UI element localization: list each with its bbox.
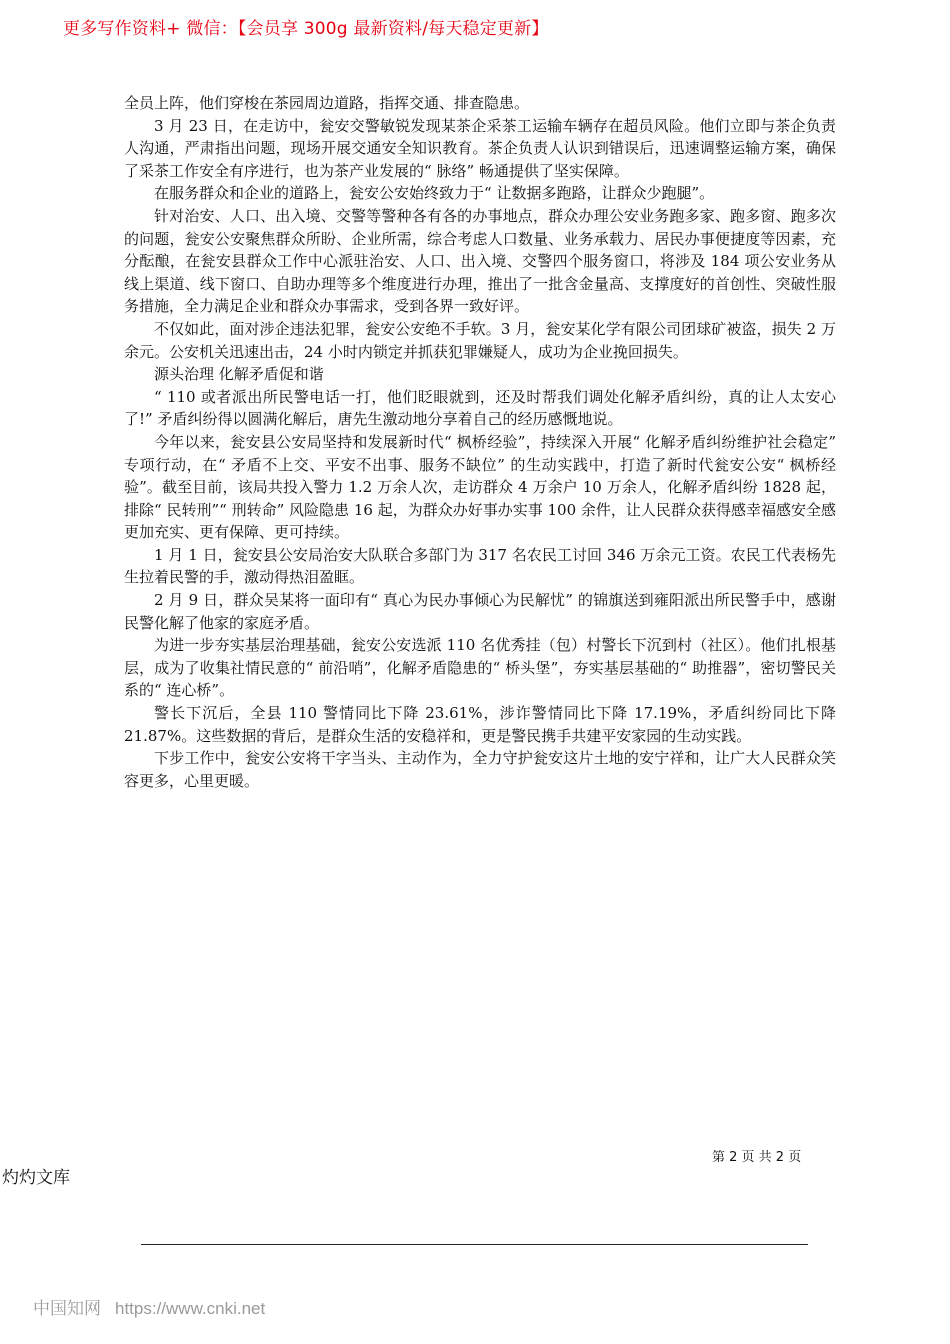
paragraph: 全员上阵，他们穿梭在茶园周边道路，指挥交通、排查隐患。 [124,94,530,112]
promo-banner: 更多写作资料+ 微信：【会员享 300g 最新资料/每天稳定更新】 [63,19,549,39]
cnki-watermark [33,1294,265,1319]
paragraph: 为进一步夯实基层治理基础，瓮安公安选派 110 名优秀挂（包）村警长下沉到村（社区）。他们扎根基层，成为了收集社情民意的“ 前沿哨”，化解矛盾隐患的“ 桥头堡”，夯实基层基础的“ 助推器”，密切警民关系的“ 连心桥”。 [124,636,836,700]
library-name: 灼灼文库 [2,1168,70,1188]
paragraph: 今年以来，瓮安县公安局坚持和发展新时代“ 枫桥经验”，持续深入开展“ 化解矛盾纠纷维护社会稳定” 专项行动，在“ 矛盾不上交、平安不出事、服务不缺位” 的生动实践中，打造了新时代瓮安公安“ 枫桥经验”。截至目前，该局共投入警力 1.2 万余人次，走访群众 4 万余户 10 万余人，化解矛盾纠纷 1828 起，排除“ 民转刑”“ 刑转命” 风险隐患 16 起，为群众办好事办实事 100 余件，让人民群众获得感幸福感安全感更加充实、更有保障、更可持续。 [124,432,836,542]
footer-divider [141,1244,808,1245]
paragraph: “ 110 或者派出所民警电话一打，他们眨眼就到，还及时帮我们调处化解矛盾纠纷，真的让人太安心了!” 矛盾纠纷得以圆满化解后，唐先生激动地分享着自己的经历感慨地说。 [124,387,836,429]
paragraph: 针对治安、人口、出入境、交警等警种各有各的办事地点，群众办理公安业务跑多家、跑多窗、跑多次的问题，瓮安公安聚焦群众所盼、企业所需，综合考虑人口数量、业务承载力、居民办事便捷度等因素，充分酝酿，在瓮安县群众工作中心派驻治安、人口、出入境、交警四个服务窗口，将涉及 184 项公安业务从线上渠道、线下窗口、自助办理等多个维度进行办理，推出了一批含金量高、支撑度好的首创性、突破性服务措施，全力满足企业和群众办事需求，受到各界一致好评。 [124,206,836,316]
paragraph: 3 月 23 日，在走访中，瓮安交警敏锐发现某茶企采茶工运输车辆存在超员风险。他们立即与茶企负责人沟通，严肃指出问题，现场开展交通安全知识教育。茶企负责人认识到错误后，迅速调整运输方案，确保了采茶工作安全有序进行，也为茶产业发展的“ 脉络” 畅通提供了坚实保障。 [124,116,836,180]
page-number: 第 2 页 共 2 页 [712,1150,802,1165]
paragraph: 不仅如此，面对涉企违法犯罪，瓮安公安绝不手软。3 月，瓮安某化学有限公司团球矿被盗，损失 2 万余元。公安机关迅速出击，24 小时内锁定并抓获犯罪嫌疑人，成功为企业挽回损失。 [124,319,836,361]
paragraph: 警长下沉后，全县 110 警情同比下降 23.61%，涉诈警情同比下降 17.19%，矛盾纠纷同比下降 21.87%。这些数据的背后，是群众生活的安稳祥和，更是警民携手共建平安家园的生动实践。 [124,704,836,745]
cnki-name: 中国知网 [33,1299,101,1319]
paragraph: 1 月 1 日，瓮安县公安局治安大队联合多部门为 317 名农民工讨回 346 万余元工资。农民工代表杨先生拉着民警的手，激动得热泪盈眶。 [124,545,836,587]
section-heading: 源头治理 化解矛盾促和谐 [154,365,324,384]
paragraph: 下步工作中，瓮安公安将干字当头、主动作为，全力守护瓮安这片土地的安宁祥和，让广大人民群众笑容更多，心里更暖。 [124,749,836,790]
cnki-url: https://www.cnki.net [115,1299,266,1318]
paragraph: 在服务群众和企业的道路上，瓮安公安始终致力于“ 让数据多跑路，让群众少跑腿”。 [154,184,715,203]
article-body [124,92,836,792]
paragraph: 2 月 9 日，群众吴某将一面印有“ 真心为民办事倾心为民解忧” 的锦旗送到雍阳派出所民警手中，感谢民警化解了他家的家庭矛盾。 [124,591,836,632]
